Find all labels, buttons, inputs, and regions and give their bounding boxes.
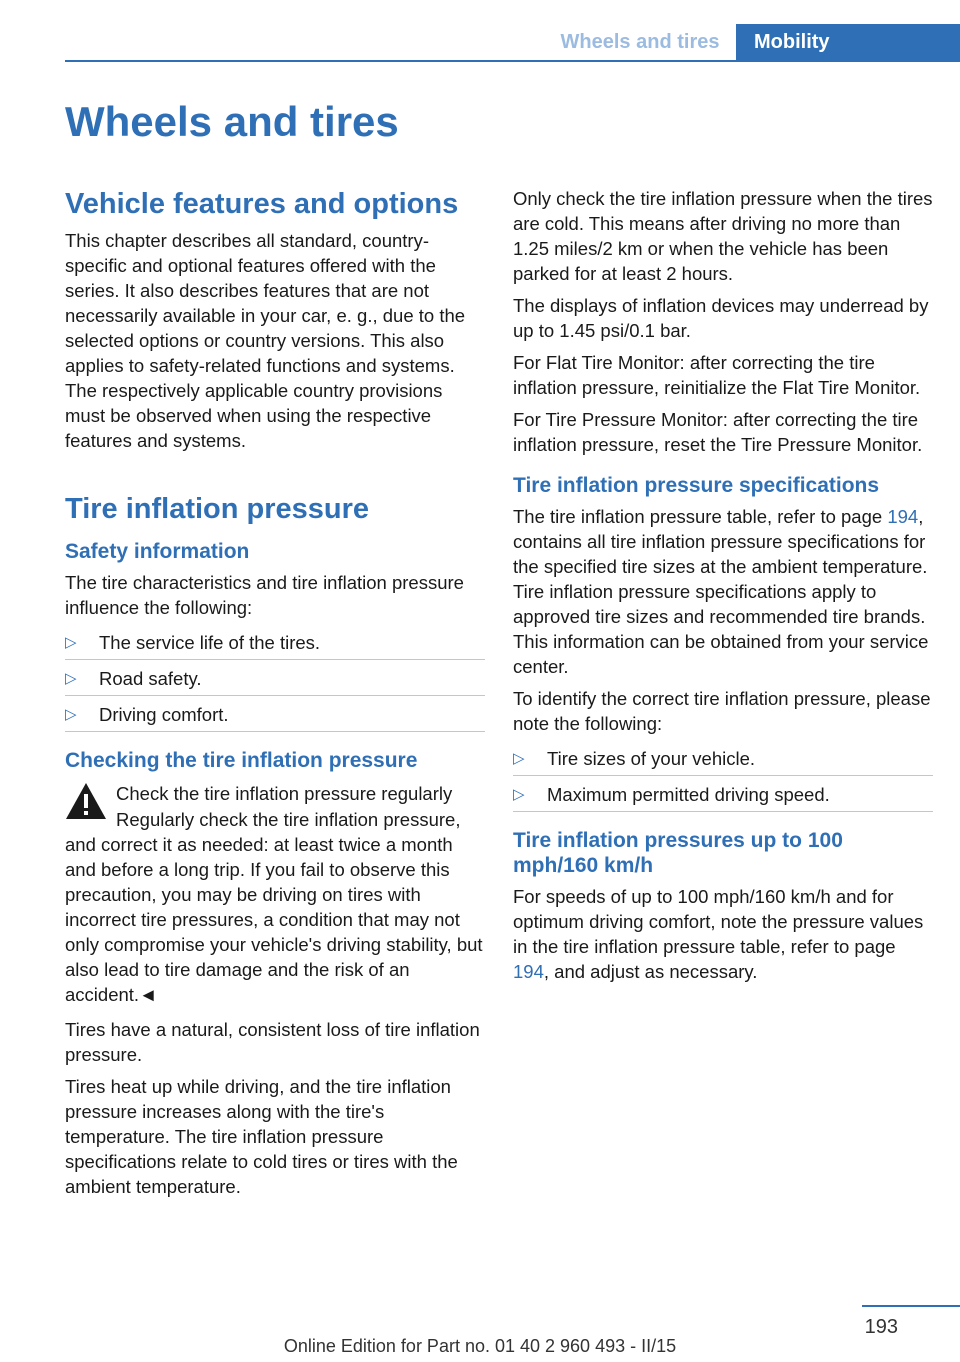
page-link-194[interactable]: 194 [513,961,544,982]
triangle-right-icon: ▷ [65,670,77,687]
edition-footer: Online Edition for Part no. 01 40 2 960 493 - II/15 [283,1336,677,1356]
header-chapter-tab: Mobility [736,24,960,61]
triangle-right-icon: ▷ [65,634,77,651]
paragraph-specifications: The tire inflation pressure table, refer to page 194, contains all tire inflation pressure specifications for the specified tire sizes at the ambient temperature. Tire inflation pressure specifications apply to approved tire sizes and recommended tire brands. This information can be obtained from your service center. [513,506,929,677]
page-link-194[interactable]: 194 [887,506,919,527]
heading-pressures-up-to: Tire inflation pressures up to 100 mph/160 km/h [513,829,843,877]
paragraph-features: This chapter describes all standard, country-specific and optional features offered with the series. It also describes features that are not necessarily available in your car, e. g., due to the selected options or country versions. This also applies to safety-related functions and systems. The respectively applicable country provisions must be observed when using the respective features and systems. [65,230,466,451]
list-item: ▷ Tire sizes of your vehicle. [513,743,933,776]
paragraph-cold-check: Only check the tire inflation pressure when the tires are cold. This means after driving no more than 1.25 miles/2 km or when the vehicle has been parked for at least 2 hours. [513,188,933,284]
safety-list [65,627,485,732]
paragraph-safety: The tire characteristics and tire inflation pressure influence the following: [65,572,464,618]
paragraph-identify: To identify the correct tire inflation pressure, please note the following: [513,688,931,734]
identify-list [513,743,933,812]
warning-body: Regularly check the tire inflation pressure, and correct it as needed: at least twice a month and before a long trip. If you fail to observe this precaution, you may be driving on tires with incorrect tire pressures, a condition that may not only compromise your vehicle's driving stability, but also lead to tire damage and the risk of an accident.◄ [65,809,483,1005]
paragraph-tire-pressure-monitor: For Tire Pressure Monitor: after correcting the tire inflation pressure, reset the Tire Pressure Monitor. [513,409,923,455]
list-item: ▷ The service life of the tires. [65,627,485,660]
left-column [65,186,485,1206]
triangle-right-icon: ▷ [513,786,525,803]
paragraph-up-to: For speeds of up to 100 mph/160 km/h and for optimum driving comfort, note the pressure values in the tire inflation pressure table, refer to page 194, and adjust as necessary. [513,886,924,982]
triangle-right-icon: ▷ [513,750,525,767]
page-number: 193 [864,1316,898,1338]
heading-tire-inflation-pressure: Tire inflation pressure [65,493,370,525]
paragraph-flat-tire-monitor: For Flat Tire Monitor: after correcting the tire inflation pressure, reinitialize the Flat Tire Monitor. [513,352,921,398]
paragraph-displays: The displays of inflation devices may underread by up to 1.45 psi/0.1 bar. [513,295,929,341]
list-item: ▷ Maximum permitted driving speed. [513,779,933,812]
heading-pressure-specifications: Tire inflation pressure specifications [513,474,880,497]
warning-title: Check the tire inflation pressure regularly [116,783,453,804]
paragraph-pressure-loss: Tires have a natural, consistent loss of tire inflation pressure. [65,1019,480,1065]
footer-rule [862,1305,960,1307]
heading-safety-information: Safety information [65,540,250,563]
list-item: ▷ Road safety. [65,663,485,696]
heading-checking-pressure: Checking the tire inflation pressure [65,749,418,772]
warning-triangle-icon [65,781,107,821]
heading-vehicle-features: Vehicle features and options [65,188,459,220]
right-column [513,186,933,991]
list-item: ▷ Driving comfort. [65,699,485,732]
paragraph-heat: Tires heat up while driving, and the tire inflation pressure increases along with the tire's temperature. The tire inflation pressure specifications relate to cold tires or tires with the ambient temperature. [65,1076,458,1197]
header-section-title: Wheels and tires [560,31,720,53]
page-title: Wheels and tires [65,98,399,145]
triangle-right-icon: ▷ [65,706,77,723]
